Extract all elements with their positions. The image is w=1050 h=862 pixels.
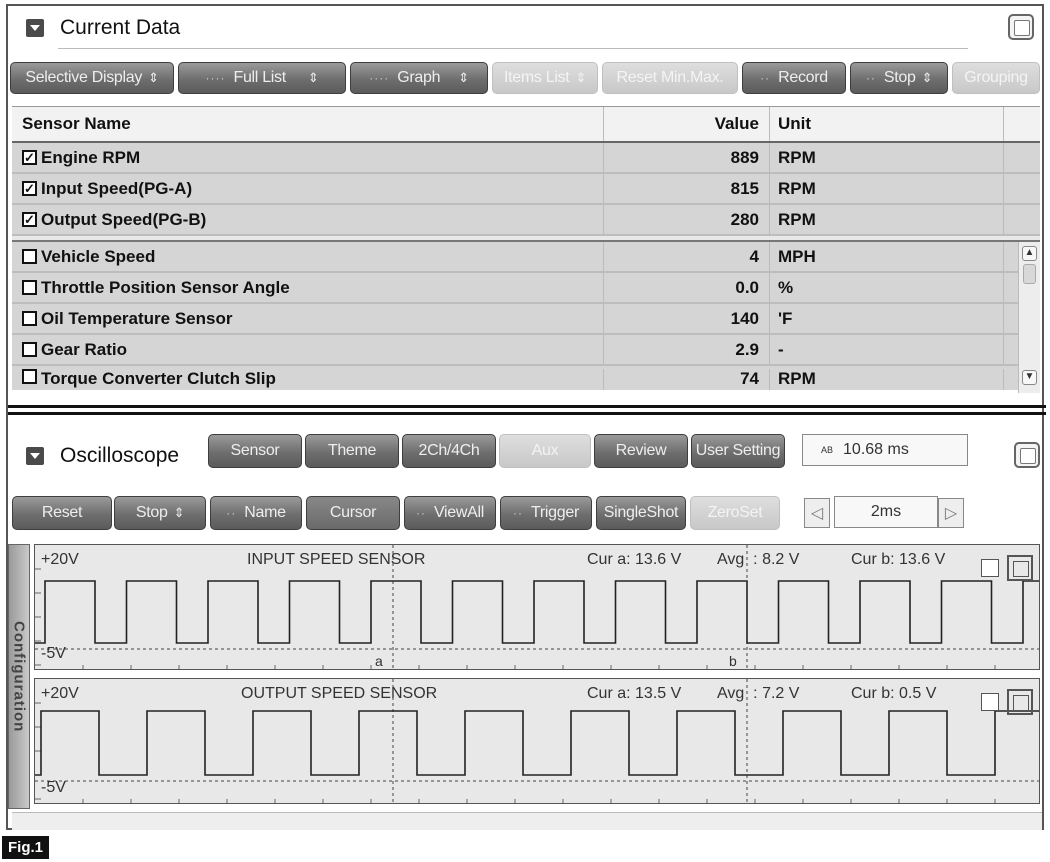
stop-record-button[interactable] (850, 62, 948, 94)
zero-set-label: ZeroSet (707, 504, 763, 521)
collapse-icon[interactable] (26, 447, 44, 465)
record-label: Record (778, 69, 828, 86)
sensor-value: 4 (604, 242, 770, 271)
items-list-button[interactable] (492, 62, 598, 94)
updown-icon: ⇕ (575, 70, 587, 85)
scroll-thumb[interactable] (1023, 264, 1036, 284)
delta-time-icon: AB (821, 444, 834, 455)
table-row[interactable] (12, 174, 1040, 205)
selective-display-label: Selective Display (25, 69, 143, 86)
channel-name: INPUT SPEED SENSOR (247, 551, 426, 568)
dots-icon: ·· (760, 71, 771, 85)
table-row[interactable] (12, 205, 1040, 236)
dots-icon: ·· (513, 506, 523, 520)
v-min-label: -5V (41, 779, 66, 796)
sensor-name: Throttle Position Sensor Angle (41, 277, 290, 297)
sensor-unit: RPM (770, 143, 1004, 172)
sensor-value: 889 (604, 143, 770, 172)
column-value[interactable]: Value (604, 107, 770, 141)
zero-set-button[interactable] (690, 496, 780, 530)
v-min-label: -5V (41, 645, 66, 662)
sensor-value: 74 (604, 369, 770, 390)
dots-icon: ···· (369, 71, 390, 85)
header-underline (58, 48, 968, 49)
cursor-a-value: Cur a: 13.5 V (587, 685, 682, 702)
trigger-label: Trigger (531, 504, 579, 521)
panel-divider (8, 405, 1046, 408)
sensor-name: Gear Ratio (41, 339, 127, 359)
aux-label: Aux (531, 442, 559, 459)
channel-name: OUTPUT SPEED SENSOR (241, 685, 438, 702)
name-label: Name (244, 504, 286, 521)
collapse-icon[interactable] (26, 19, 44, 37)
configuration-tab[interactable]: Configuration (8, 544, 30, 809)
trigger-button[interactable] (500, 496, 592, 530)
sensor-table (12, 106, 1040, 390)
cursor-a-label: a (375, 653, 383, 669)
current-data-header (8, 8, 180, 48)
updown-icon: ⇕ (458, 70, 469, 85)
scope-channel-1[interactable] (34, 544, 1040, 670)
sensor-unit: 'F (770, 304, 1004, 333)
current-data-title: Current Data (60, 16, 181, 39)
v-max-label: +20V (41, 685, 79, 702)
review-button[interactable] (594, 434, 688, 468)
stop-scope-label: Stop (135, 504, 168, 521)
sensor-unit: MPH (770, 242, 1004, 271)
scroll-up-icon[interactable]: ▲ (1022, 246, 1037, 261)
sensor-label: Sensor (230, 442, 280, 459)
channel-visible-checkbox[interactable] (981, 693, 999, 711)
sensor-name: Oil Temperature Sensor (41, 308, 233, 328)
average-value: Avg : 8.2 V (717, 551, 800, 568)
dots-icon: ·· (415, 506, 426, 520)
stop-label: Stop (883, 69, 916, 86)
column-sensor-name[interactable]: Sensor Name (12, 107, 604, 141)
user-setting-button[interactable] (691, 434, 785, 468)
reset-min-max-button[interactable] (602, 62, 738, 94)
selective-display-button[interactable] (10, 62, 174, 94)
column-unit[interactable]: Unit (770, 107, 1004, 141)
time-div-increase-icon[interactable]: ▷ (938, 498, 964, 528)
reset-label: Reset (41, 504, 83, 521)
grouping-button[interactable] (952, 62, 1040, 94)
oscilloscope-title: Oscilloscope (60, 444, 180, 467)
grouping-label: Grouping (964, 69, 1028, 86)
time-div-decrease-icon[interactable]: ◁ (804, 498, 830, 528)
table-header (12, 107, 1040, 143)
channel-visible-checkbox[interactable] (981, 559, 999, 577)
sensor-name: Torque Converter Clutch Slip (41, 369, 276, 388)
sensor-name: Engine RPM (41, 147, 141, 167)
sensor-value: 0.0 (604, 273, 770, 302)
updown-icon: ⇕ (173, 505, 185, 520)
theme-label: Theme (327, 442, 377, 459)
scope-channel-2[interactable] (34, 678, 1040, 804)
table-row[interactable] (12, 143, 1040, 174)
cursor-label: Cursor (329, 504, 377, 521)
table-row[interactable] (12, 304, 1040, 335)
figure-label: Fig.1 (2, 836, 49, 859)
sensor-name: Vehicle Speed (41, 246, 156, 266)
time-div-readout (834, 496, 938, 528)
sensor-unit: - (770, 335, 1004, 364)
sensor-value: 2.9 (604, 335, 770, 364)
sensor-button[interactable] (208, 434, 302, 468)
dots-icon: ···· (205, 71, 226, 85)
aux-button[interactable] (499, 434, 591, 468)
sensor-value: 280 (604, 205, 770, 234)
dots-icon: ·· (226, 506, 237, 520)
view-all-button[interactable] (404, 496, 496, 530)
items-list-label: Items List (503, 69, 570, 86)
oscilloscope-header (8, 436, 179, 476)
vertical-scrollbar[interactable] (1018, 242, 1040, 393)
sensor-value: 140 (604, 304, 770, 333)
channel-expand-icon[interactable] (1007, 555, 1033, 581)
sensor-unit: RPM (770, 174, 1004, 203)
graph-label: Graph (397, 69, 441, 86)
table-row[interactable] (12, 273, 1040, 304)
checkbox-unchecked[interactable] (22, 342, 37, 357)
sensor-name: Input Speed(PG-A) (41, 178, 193, 198)
checkbox-unchecked[interactable] (22, 249, 37, 264)
name-button[interactable] (210, 496, 302, 530)
table-row[interactable] (12, 242, 1040, 273)
view-all-label: ViewAll (433, 504, 485, 521)
full-list-label: Full List (233, 69, 286, 86)
delta-time-readout (802, 434, 968, 466)
checkbox-checked[interactable]: ✓ (22, 212, 37, 227)
panel-divider (8, 412, 1046, 415)
updown-icon: ⇕ (921, 70, 933, 85)
table-row[interactable] (12, 335, 1040, 366)
cursor-b-label: b (729, 653, 737, 669)
horizontal-scrollbar[interactable] (12, 812, 1042, 830)
average-value: Avg : 7.2 V (717, 685, 800, 702)
review-label: Review (615, 442, 667, 459)
single-shot-label: SingleShot (603, 504, 679, 521)
checkbox-checked[interactable]: ✓ (22, 181, 37, 196)
updown-icon: ⇕ (148, 70, 159, 85)
sensor-unit: RPM (770, 205, 1004, 234)
sensor-value: 815 (604, 174, 770, 203)
sensor-name: Output Speed(PG-B) (41, 209, 207, 229)
checkbox-unchecked[interactable] (22, 369, 37, 384)
v-max-label: +20V (41, 551, 79, 568)
stop-scope-button[interactable] (114, 496, 206, 530)
updown-icon: ⇕ (307, 70, 319, 85)
table-row[interactable] (12, 366, 1040, 390)
checkbox-checked[interactable]: ✓ (22, 150, 37, 165)
channels-label: 2Ch/4Ch (418, 442, 480, 459)
reset-min-max-label: Reset Min.Max. (616, 69, 724, 86)
maximize-current-data-button[interactable] (1008, 14, 1034, 40)
channels-button[interactable] (402, 434, 496, 468)
single-shot-button[interactable] (596, 496, 686, 530)
checkbox-unchecked[interactable] (22, 280, 37, 295)
full-list-button[interactable] (178, 62, 346, 94)
cursor-b-value: Cur b: 0.5 V (851, 685, 937, 702)
delta-time-value: 10.68 ms (843, 441, 909, 458)
checkbox-unchecked[interactable] (22, 311, 37, 326)
signal-waveform (35, 711, 1039, 775)
cursor-a-value: Cur a: 13.6 V (587, 551, 682, 568)
channel-expand-icon[interactable] (1007, 689, 1033, 715)
theme-button[interactable] (305, 434, 399, 468)
reset-scope-button[interactable] (12, 496, 112, 530)
record-button[interactable] (742, 62, 846, 94)
signal-waveform (35, 581, 1039, 643)
time-div-value: 2ms (870, 503, 902, 520)
graph-button[interactable] (350, 62, 488, 94)
sensor-unit: RPM (770, 369, 1004, 390)
sensor-unit: % (770, 273, 1004, 302)
scroll-down-icon[interactable]: ▼ (1022, 370, 1037, 385)
cursor-b-value: Cur b: 13.6 V (851, 551, 946, 568)
scroll-list (12, 242, 1040, 390)
maximize-oscilloscope-button[interactable] (1014, 442, 1040, 468)
cursor-button[interactable] (306, 496, 400, 530)
dots-icon: ·· (865, 71, 876, 85)
user-setting-label: User Setting (695, 442, 781, 459)
scan-tool-window (6, 4, 1044, 830)
